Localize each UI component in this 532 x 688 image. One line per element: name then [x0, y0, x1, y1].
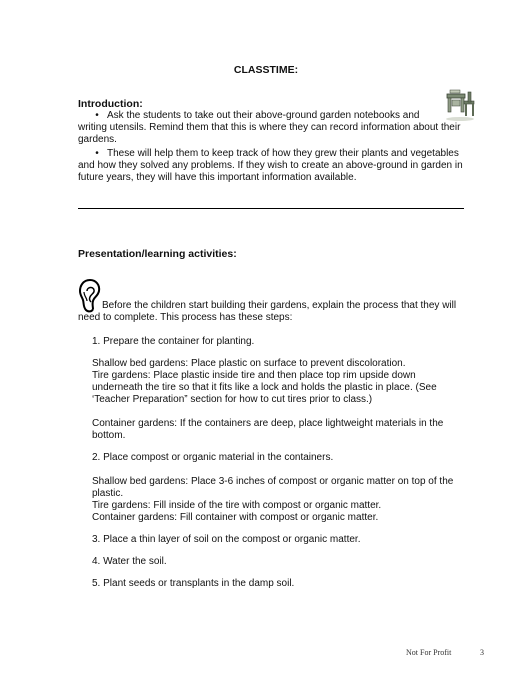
intro-bullet-2-line-1: • These will help them to keep track of how they grew their plants and vegetables — [90, 148, 459, 160]
footer-label: Not For Profit — [406, 648, 452, 657]
intro-bullet-1-line-2: writing utensils. Remind them that this is where they can record information about their — [78, 122, 461, 133]
intro-bullet-1-line-3: gardens. — [78, 134, 117, 145]
page-title: CLASSTIME: — [233, 64, 299, 76]
intro-bullet-2-line-3: future years, they will have this important information available. — [78, 172, 357, 183]
introduction-heading: Introduction: — [78, 98, 143, 110]
step-3: 3. Place a thin layer of soil on the compost or organic matter. — [92, 534, 361, 545]
presentation-intro-line-2: need to complete. This process has these steps: — [78, 312, 293, 323]
presentation-intro-line-1: Before the children start building their gardens, explain the process that they will — [102, 300, 457, 311]
step-2: 2. Place compost or organic material in the containers. — [92, 452, 334, 463]
step-1-tire-note-line-2: underneath the tire so that it fits like a lock and holds the plastic in place. (See — [92, 382, 437, 393]
footer-page-number: 3 — [480, 648, 484, 657]
bullet-glyph: • — [95, 110, 99, 121]
presentation-heading: Presentation/learning activities: — [78, 248, 237, 260]
step-2-tire-note: Tire gardens: Fill inside of the tire with compost or organic matter. — [92, 500, 382, 511]
step-2-shallow-note-line-2: plastic. — [92, 488, 124, 499]
step-1: 1. Prepare the container for planting. — [92, 336, 255, 347]
step-2-container-note: Container gardens: Fill container with compost or organic matter. — [92, 512, 379, 523]
step-1-container-note-line-2: bottom. — [92, 430, 126, 441]
bullet-glyph: • — [95, 148, 99, 159]
step-1-shallow-note: Shallow bed gardens: Place plastic on surface to prevent discoloration. — [92, 358, 406, 369]
desk-chair-clipart-icon — [444, 88, 476, 122]
step-1-tire-note-line-3: ‘Teacher Preparation” section for how to cut tires prior to class.) — [92, 394, 373, 405]
intro-bullet-1-line-1: • Ask the students to take out their above-ground garden notebooks and — [90, 110, 419, 122]
ear-icon — [78, 278, 102, 314]
intro-bullet-2-line-2: and how they solved any problems. If they wish to create an above-ground in garden in — [78, 160, 463, 171]
step-2-shallow-note-line-1: Shallow bed gardens: Place 3-6 inches of compost or organic matter on top of the — [92, 476, 454, 487]
step-4: 4. Water the soil. — [92, 556, 167, 567]
step-1-container-note-line-1: Container gardens: If the containers are deep, place lightweight materials in the — [92, 418, 444, 429]
section-divider — [78, 208, 464, 209]
step-5: 5. Plant seeds or transplants in the damp soil. — [92, 578, 295, 589]
step-1-tire-note-line-1: Tire gardens: Place plastic inside tire and then place top rim upside down — [92, 370, 416, 381]
